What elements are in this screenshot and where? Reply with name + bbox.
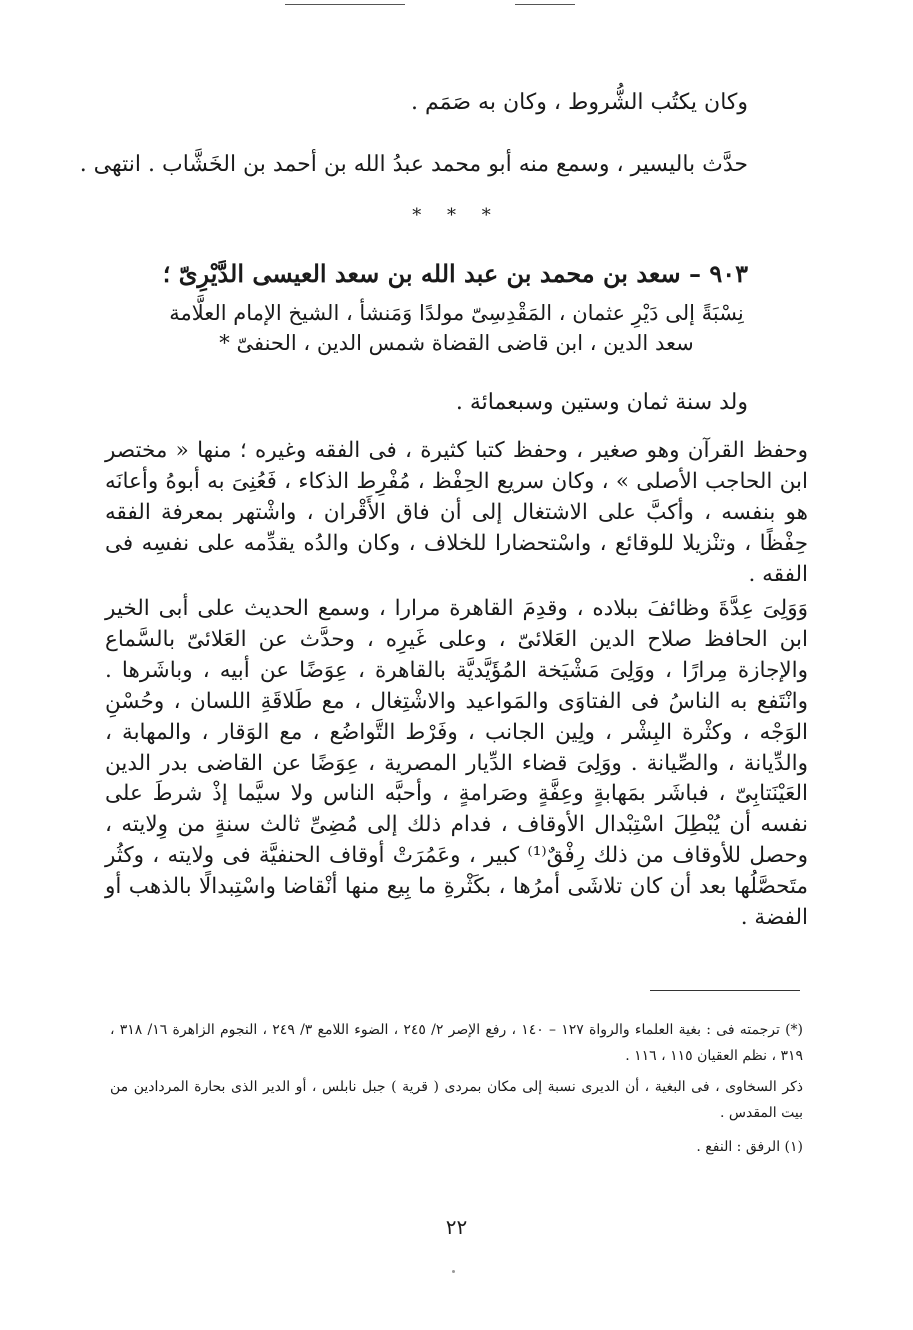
header-rule — [515, 4, 575, 5]
footnote: (*) ترجمته فى : بغية العلماء والرواة ١٢٧ – ١٤٠ ، رفع الإصر ٢/ ٢٤٥ ، الضوء اللامع ٣/ ٢٤٩ ، النجوم الزاهرة ١٦/ ٣١٨ ، ٣١٩ ، نظم العقيان ١١٥ ، ١١٦ . — [110, 1022, 804, 1064]
header-rule — [285, 4, 405, 5]
scan-speck — [452, 1270, 455, 1273]
page-number: ٢٢ — [445, 1215, 468, 1239]
paragraph: وَوَلِىَ عِدَّةَ وظائفَ ببلاده ، وقدِمَ القاهرة مرارا ، وسمع الحديث على أبى الخير ابن الحافظ صلاح الدين العَلائىّ ، وعلى غَيرِه ، وحدَّث عن العَلائىّ بالسَّماع والإجازة مِرارًا ، ووَلِىَ مَشْيَخة المُؤَيَّديَّة بالقاهرة ، عِوَضًا عن أبيه ، وباشَرها . وانْتَفع به الناسُ فى الفتاوَى والمَواعيد والاشْتِغال ، مع طَلاقَةِ اللسان ، وحُسْنِ الوَجْه ، وكثْرة البِشْر ، ولِين الجانب ، وفَرْط التَّواضُع ، مع الوَقار ، والمهابة ، والدِّيانة ، والصِّيانة . ووَلِىَ قضاء الدِّيار المصرية ، عِوَضًا عن القاضى بدر الدين العَيْنَتابِىّ ، فباشَر بمَهابةٍ وعِفَّةٍ وصَرامةٍ ، وأحبَّه الناس ولا سيَّما إذْ شرطَ على نفسه أن يُبْطِلَ اسْتِبْدال الأوقاف ، فدام ذلك إلى مُضِىِّ ثالث سنةٍ من وِلايته ، وحصل للأوقاف من ذلك رِفْقٌ⁽¹⁾ كبير ، وعَمُرَتْ أوقاف الحنفيَّة فى ولايته ، وكثُر متَحصَّلُها بعد أن كان تلاشَى أمرُها ، بكَثْرةِ ما بِيع منها أنْقاضا واسْتِبدالًا بالذهب أو الفضة . — [105, 596, 808, 931]
footnote: (١) الرفق : النفع . — [696, 1139, 803, 1155]
footnote: ذكر السخاوى ، فى البغية ، أن الديرى نسبة إلى مكان بمردى ( قرية ) جبل نابلس ، أو الدير الذى بحارة المردادين من بيت المقدس . — [110, 1079, 803, 1121]
text-line: وكان يكتُب الشُّروط ، وكان به صَمَم . — [411, 90, 748, 115]
entry-subtitle: نِسْبَةً إلى دَيْرِ عثمان ، المَقْدِسِىّ مولدًا وَمَنشأ ، الشيخ الإمام العلَّامة سعد الدين ، ابن قاضى القضاة شمس الدين ، الحنفىّ * — [169, 301, 744, 355]
entry-title: ٩٠٣ – سعد بن محمد بن عبد الله بن سعد العيسى الدَّيْرِىّ ؛ — [162, 259, 748, 288]
paragraph: وحفظ القرآن وهو صغير ، وحفظ كتبا كثيرة ، فى الفقه وغيره ؛ منها « مختصر ابن الحاجب الأصلى » ، وكان سريع الحِفْظ ، مُفْرِط الذكاء ، فَعُنِىَ به أبوهُ وأعانَه هو بنفسه ، وأكبَّ على الاشتغال إلى أن فاق الأَقْران ، واشْتهر بمعرفة الفقه حِفْظًا ، وتنْزيلا للوقائع ، واسْتحضارا للخلاف ، وكان والدُه يقدِّمه على نفسِه فى الفقه . — [105, 438, 808, 587]
text-line: حدَّث باليسير ، وسمع منه أبو محمد عبدُ الله بن أحمد بن الخَشَّاب . انتهى . — [79, 152, 748, 177]
section-separator: * * * — [412, 205, 501, 226]
paragraph: ولد سنة ثمان وستين وسبعمائة . — [455, 390, 748, 415]
footnote-rule — [650, 990, 800, 991]
